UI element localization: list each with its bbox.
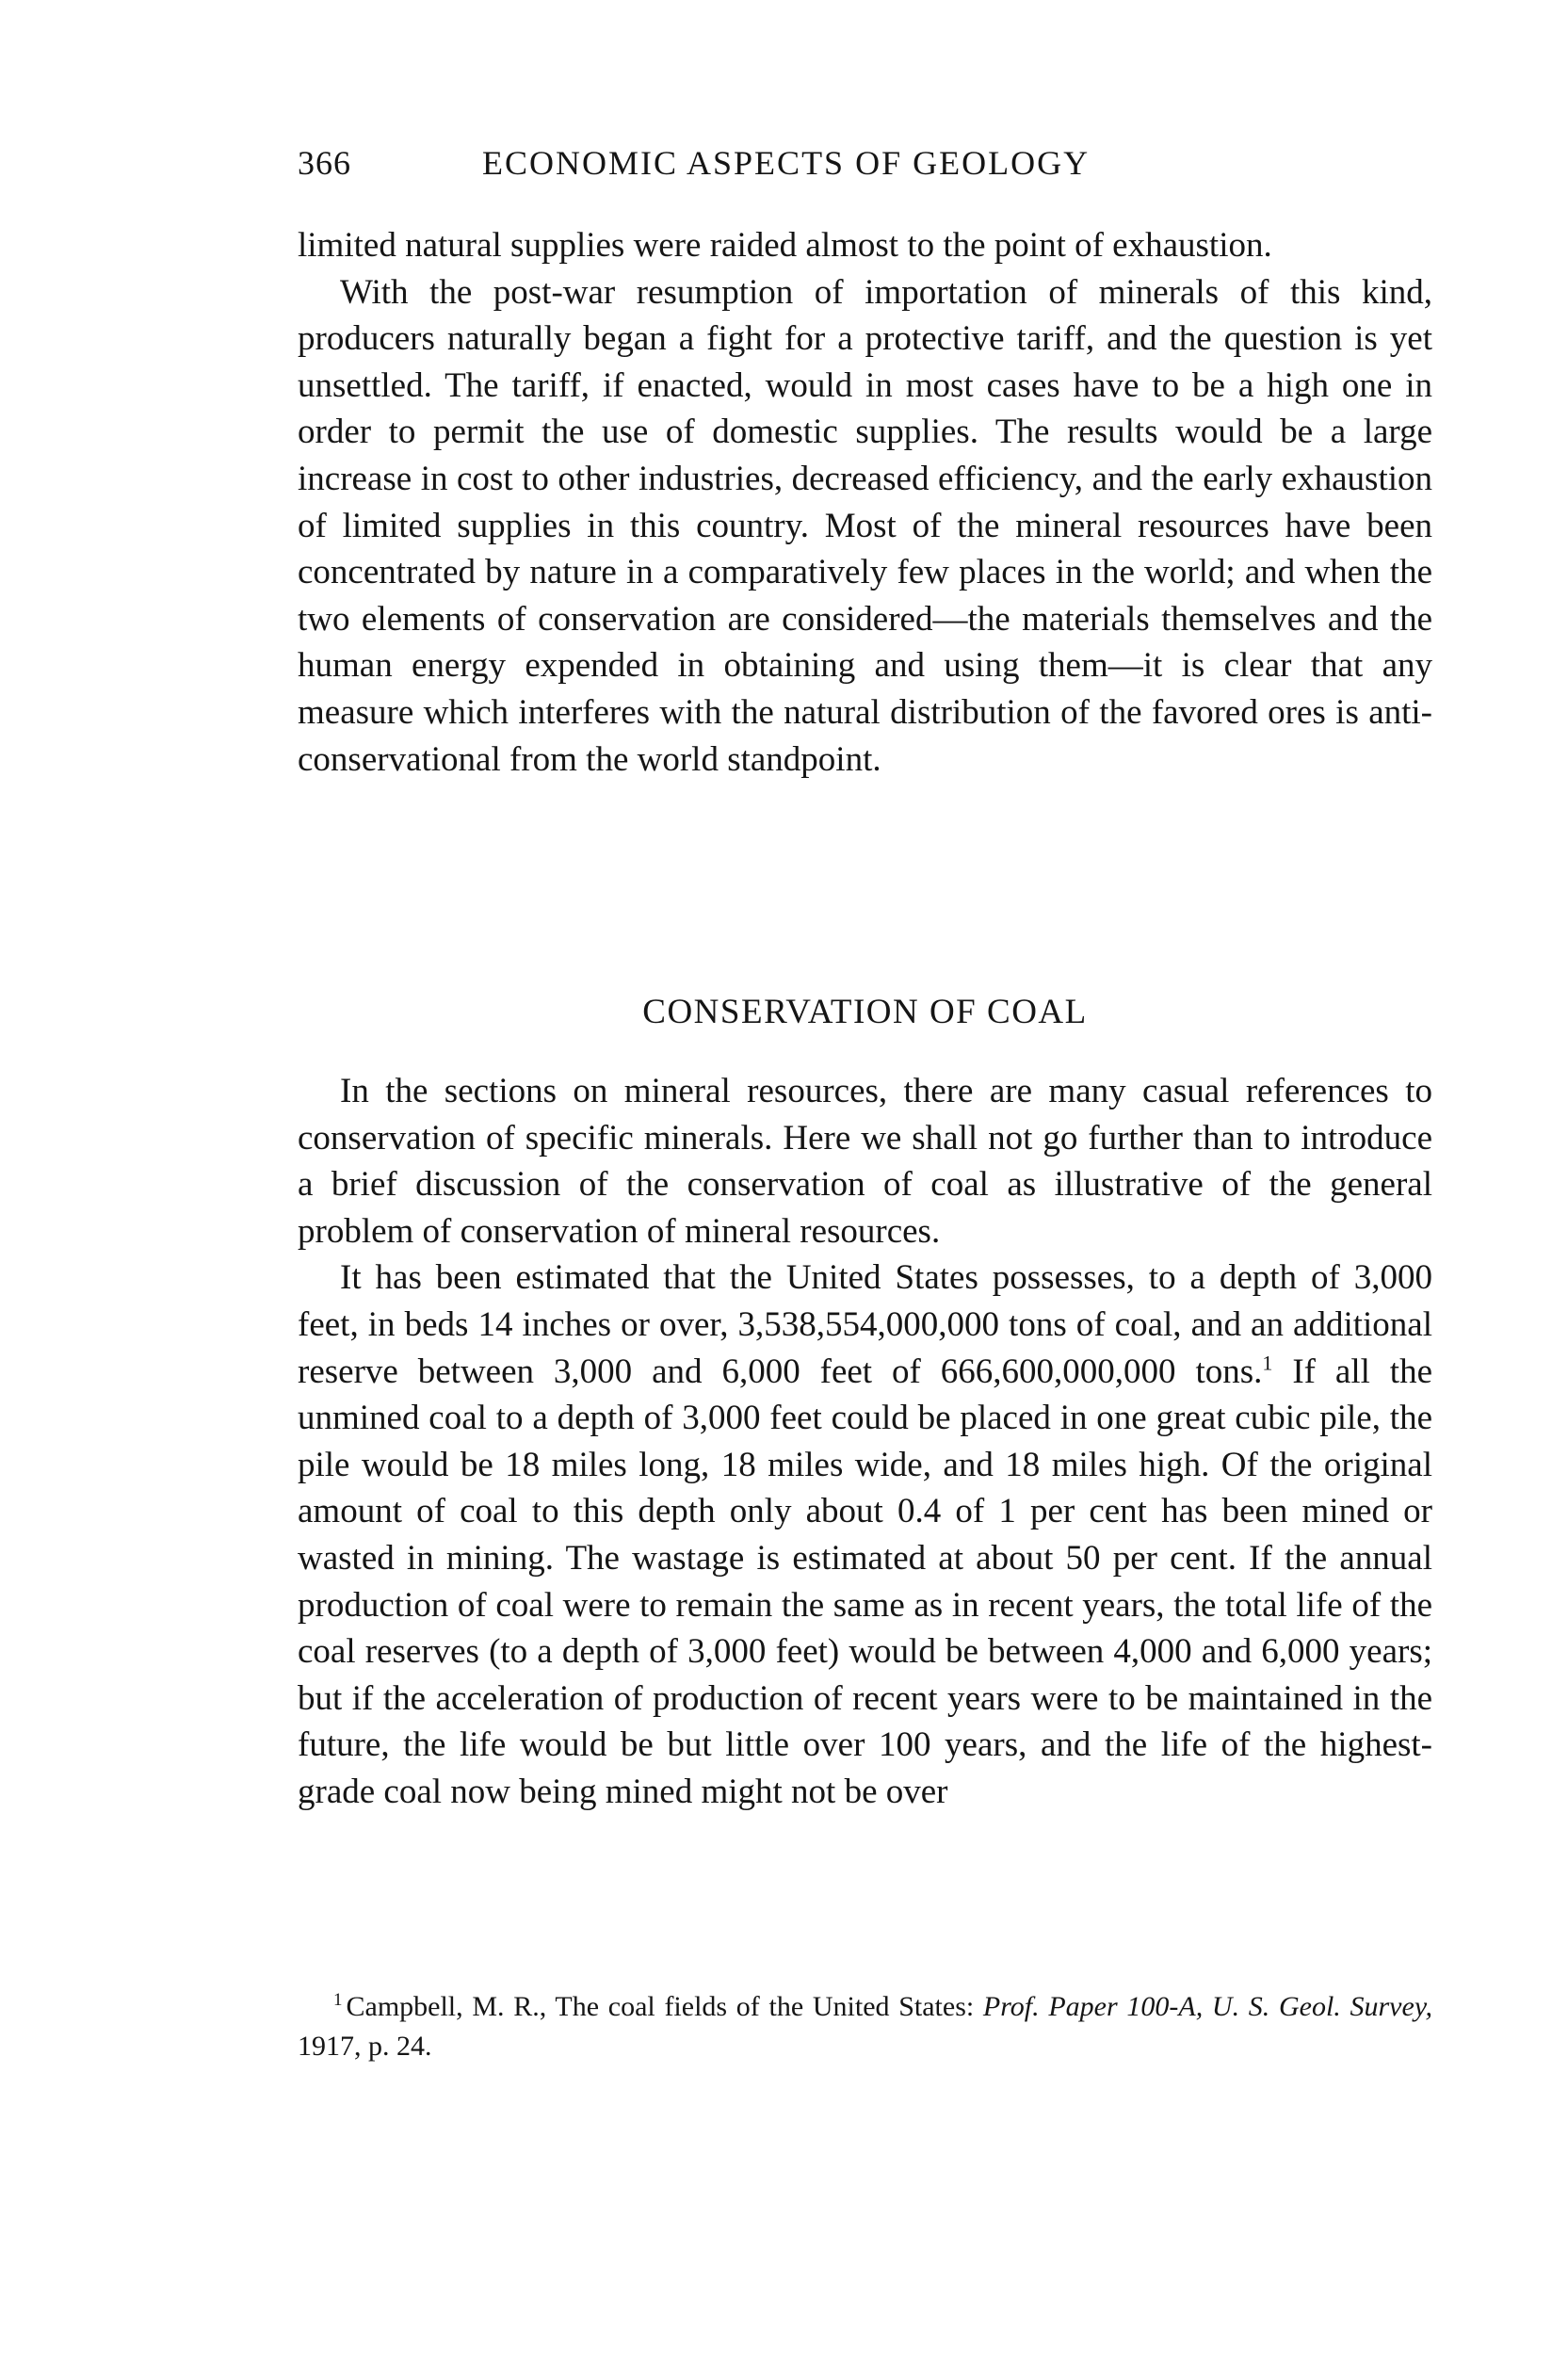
paragraph-coal-reserves [298, 1255, 1432, 1815]
footnote-publication: Prof. Paper 100-A, U. S. Geol. Survey, [982, 1991, 1432, 2022]
running-title: ECONOMIC ASPECTS OF GEOLOGY [482, 144, 1091, 182]
running-head [298, 139, 1432, 186]
footnote-reference[interactable]: 1 [1262, 1351, 1273, 1375]
footnote [298, 1987, 1432, 2066]
footnote-citation: Campbell, M. R., The coal fields of the United States: [346, 1991, 983, 2022]
section-text [298, 1068, 1432, 1816]
opening-text [298, 222, 1432, 783]
footnote-date: 1917, p. 24. [298, 2031, 432, 2062]
footnote-mark: 1 [333, 1990, 343, 2010]
section-heading: CONSERVATION OF COAL [642, 993, 1088, 1031]
footnote-text [298, 1987, 1432, 2066]
paragraph-conservation-intro: In the sections on mineral resources, there are many casual references to conservation of specific minerals. Here we shall not go further than to introduce a brief discussion of the conservation of coal as illustrative of the general problem of conservation of mineral resources. [298, 1072, 1432, 1251]
paragraph-continued: limited natural supplies were raided almost to the point of exhaustion. [298, 226, 1272, 265]
paragraph-coal-reserves-start: It has been estimated that the United States possesses, to a depth of 3,000 feet, in beds 14 inches or over, 3,538,554,000,000 tons of coal, and an additional reserve between 3,000 and 6,000 feet of 666,600,000,000 tons. [298, 1258, 1432, 1391]
page-number: 366 [298, 144, 351, 182]
paragraph-tariff: With the post-war resumption of importation of minerals of this kind, producers naturally began a fight for a protective tariff, and the question is yet unsettled. The tariff, if enacted, would in most cases have to be a high one in order to permit the use of domestic supplies. The results would be a large increase in cost to other industries, decreased efficiency, and the early exhaustion of limited supplies in this country. Most of the mineral resources have been concentrated by nature in a comparatively few places in the world; and when the two elements of conservation are considered—the materials themselves and the human energy expended in obtaining and using them—it is clear that any measure which interferes with the natural distribution of the favored ores is anti-conservational from the world standpoint. [298, 272, 1432, 779]
paragraph-coal-reserves-end: If all the unmined coal to a depth of 3,000 feet could be placed in one great cubic pile, the pile would be 18 miles long, 18 miles wide, and 18 miles high. Of the original amount of coal to this depth only about 0.4 of 1 per cent has been mined or wasted in mining. The wastage is estimated at about 50 per cent. If the annual production of coal were to remain the same as in recent years, the total life of the coal reserves (to a depth of 3,000 feet) would be between 4,000 and 6,000 years; but if the acceleration of production of recent years were to be maintained in the future, the life would be but little over 100 years, and the life of the highest-grade coal now being mined might not be over [298, 1352, 1433, 1811]
